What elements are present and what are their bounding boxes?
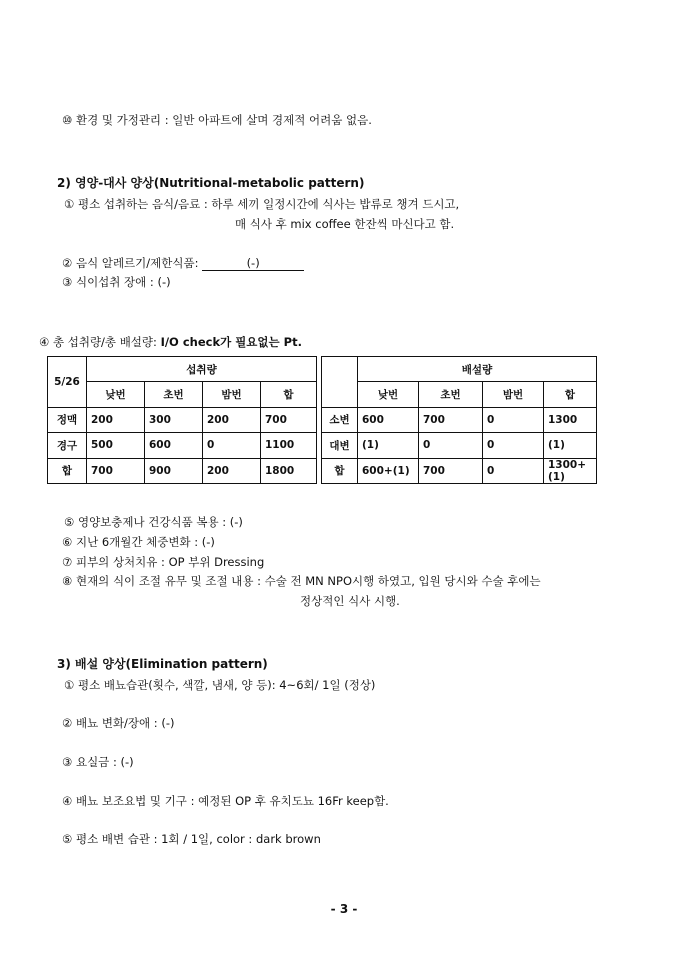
nutrition-item-1-line-2: 매 식사 후 mix coffee 한잔씩 마신다고 함. (235, 217, 455, 231)
intake-cell: 0 (203, 433, 261, 458)
output-cell: 600 (358, 407, 419, 432)
nutrition-item-8-line-2: 정상적인 식사 시행. (300, 594, 400, 608)
output-cell: 600+(1) (358, 458, 419, 483)
intake-cell: 700 (261, 407, 317, 432)
io-total-value: I/O check가 필요없는 Pt. (160, 335, 302, 349)
io-date-cell: 5/26 (48, 357, 87, 408)
nutrition-item-2 (62, 255, 304, 271)
output-cell: 700 (419, 458, 483, 483)
elimination-item-4: ④ 배뇨 보조요법 및 기구 : 예정된 OP 후 유치도뇨 16Fr keep함. (62, 794, 389, 808)
allergy-label: ② 음식 알레르기/제한식품: (62, 256, 199, 270)
output-shift-day: 낮번 (358, 382, 419, 407)
intake-shift-night: 밤번 (203, 382, 261, 407)
output-cell: 700 (419, 407, 483, 432)
intake-cell: 700 (87, 458, 145, 483)
table-row (48, 458, 597, 483)
nutrition-section-heading: 2) 영양-대사 양상(Nutritional-metabolic pattern) (57, 176, 365, 190)
nutrition-item-5: ⑤ 영양보충제나 건강식품 복용 : (-) (64, 515, 243, 529)
elimination-item-3: ③ 요실금 : (-) (62, 755, 134, 769)
intake-cell: 200 (87, 407, 145, 432)
output-cell: 0 (419, 433, 483, 458)
output-row-label: 대변 (322, 433, 358, 458)
intake-cell: 200 (203, 407, 261, 432)
output-shift-total: 합 (544, 382, 597, 407)
output-cell: 1300 (544, 407, 597, 432)
nutrition-item-4 (39, 334, 302, 350)
output-cell: (1) (358, 433, 419, 458)
table-row (48, 433, 597, 458)
intake-cell: 300 (145, 407, 203, 432)
output-cell: 0 (483, 407, 544, 432)
elimination-item-2: ② 배뇨 변화/장애 : (-) (62, 716, 175, 730)
elimination-section-heading: 3) 배설 양상(Elimination pattern) (57, 657, 268, 671)
intake-cell: 500 (87, 433, 145, 458)
nutrition-item-3: ③ 식이섭취 장애 : (-) (62, 275, 171, 289)
intake-shift-day: 낮번 (87, 382, 145, 407)
nutrition-item-1-line-1: ① 평소 섭취하는 음식/음료 : 하루 세끼 일정시간에 식사는 밥류로 챙겨 드시고, (64, 197, 460, 211)
intake-cell: 600 (145, 433, 203, 458)
intake-cell: 1100 (261, 433, 317, 458)
output-header: 배설량 (358, 357, 597, 382)
allergy-value: (-) (202, 256, 304, 271)
row-label: 경구 (48, 433, 87, 458)
output-row-label: 합 (322, 458, 358, 483)
output-shift-night: 밤번 (483, 382, 544, 407)
output-cell: 0 (483, 458, 544, 483)
intake-header: 섭취량 (87, 357, 317, 382)
output-cell: 1300+(1) (544, 458, 597, 483)
intake-shift-evening: 초번 (145, 382, 203, 407)
output-row-label: 소변 (322, 407, 358, 432)
page-number: - 3 - (330, 902, 358, 916)
intake-cell: 200 (203, 458, 261, 483)
output-cell: 0 (483, 433, 544, 458)
intake-cell: 900 (145, 458, 203, 483)
environment-item-10: ⑩ 환경 및 가정관리 : 일반 아파트에 살며 경제적 어려움 없음. (62, 113, 372, 127)
intake-output-table (47, 356, 597, 484)
output-cell: (1) (544, 433, 597, 458)
nutrition-item-8-line-1: ⑧ 현재의 식이 조절 유무 및 조절 내용 : 수술 전 MN NPO시행 하였고, 입원 당시와 수술 후에는 (62, 574, 541, 588)
intake-shift-total: 합 (261, 382, 317, 407)
table-row (48, 407, 597, 432)
intake-cell: 1800 (261, 458, 317, 483)
output-shift-evening: 초번 (419, 382, 483, 407)
row-label: 정맥 (48, 407, 87, 432)
nutrition-item-7: ⑦ 피부의 상처치유 : OP 부위 Dressing (62, 555, 265, 569)
elimination-item-1: ① 평소 배뇨습관(횟수, 색깔, 냄새, 양 등): 4~6회/ 1일 (정상) (64, 678, 376, 692)
output-label-spacer (322, 357, 358, 408)
nutrition-item-6: ⑥ 지난 6개월간 체중변화 : (-) (62, 535, 215, 549)
row-label: 합 (48, 458, 87, 483)
elimination-item-5: ⑤ 평소 배변 습관 : 1회 / 1일, color : dark brown (62, 832, 321, 846)
io-total-label: ④ 총 섭취량/총 배설량: (39, 335, 161, 349)
